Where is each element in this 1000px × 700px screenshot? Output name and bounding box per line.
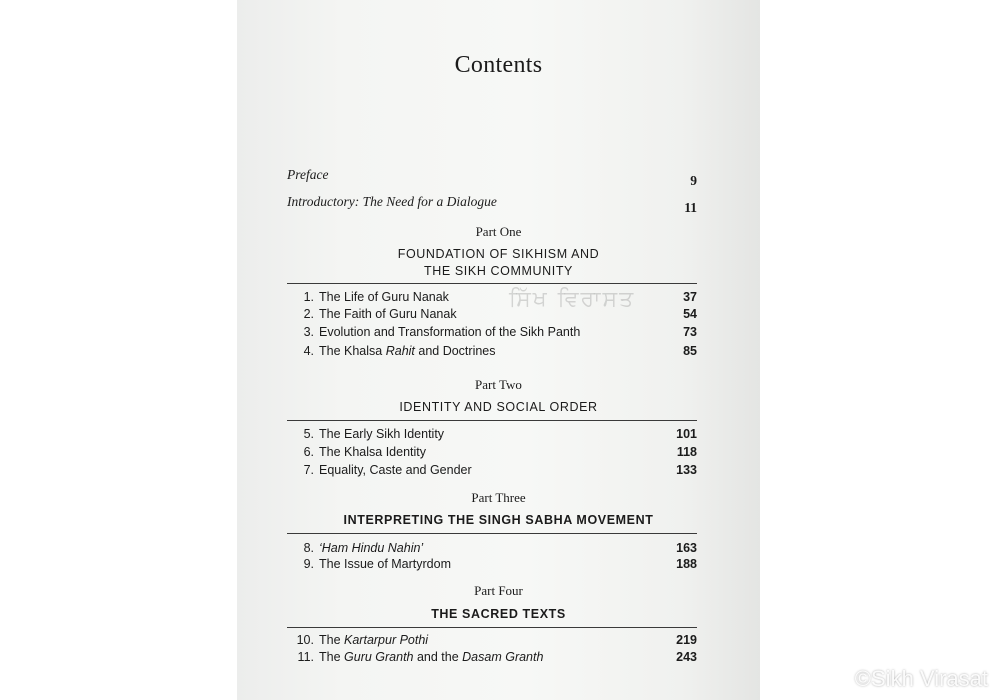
chapter-page: 85 xyxy=(683,344,697,358)
chapter-number: 7. xyxy=(303,463,314,477)
chapter-entry xyxy=(277,325,697,343)
chapter-page: 73 xyxy=(683,325,697,339)
chapter-title: The Life of Guru Nanak xyxy=(319,290,449,304)
preface-entry xyxy=(287,167,697,188)
chapter-number: 6. xyxy=(303,445,314,459)
part-label: Part One xyxy=(475,224,522,239)
divider xyxy=(287,420,697,421)
chapter-entry xyxy=(277,344,697,362)
divider xyxy=(287,283,697,284)
chapter-title: The Faith of Guru Nanak xyxy=(319,307,457,321)
chapter-page: 54 xyxy=(683,307,697,321)
chapter-page: 133 xyxy=(676,463,697,477)
chapter-title: The Khalsa Identity xyxy=(319,445,427,459)
part-heading-line: THE SIKH COMMUNITY xyxy=(424,264,573,278)
page-title: Contents xyxy=(454,52,543,78)
chapter-number: 2. xyxy=(303,307,314,321)
part-label: Part Three xyxy=(471,490,526,505)
book-page xyxy=(237,0,760,700)
chapter-entry xyxy=(277,427,697,445)
chapter-page: 118 xyxy=(676,445,697,459)
chapter-number: 3. xyxy=(303,325,314,339)
chapter-entry xyxy=(277,557,697,575)
chapter-title: ‘Ham Hindu Nahin’ xyxy=(319,541,424,555)
chapter-number: 8. xyxy=(303,541,314,555)
divider xyxy=(287,627,697,628)
chapter-page: 37 xyxy=(683,290,697,304)
entry-title: Introductory: The Need for a Dialogue xyxy=(287,194,497,209)
part-label: Part Two xyxy=(475,377,522,392)
entry-page: 11 xyxy=(684,200,697,215)
entry-page: 9 xyxy=(690,173,697,188)
chapter-number: 10. xyxy=(296,633,314,647)
part-label: Part Four xyxy=(474,583,523,598)
entry-title: Preface xyxy=(287,167,329,182)
part-heading-line: THE SACRED TEXTS xyxy=(431,607,566,621)
part-heading xyxy=(237,606,760,623)
copyright-watermark: ©Sikh Virasat xyxy=(854,666,988,691)
chapter-entry xyxy=(277,445,697,463)
chapter-page: 163 xyxy=(676,541,697,555)
chapter-number: 4. xyxy=(303,344,314,358)
chapter-title: The Issue of Martyrdom xyxy=(319,557,451,571)
chapter-entry xyxy=(277,650,697,668)
chapter-page: 243 xyxy=(676,650,697,664)
introductory-entry xyxy=(287,194,697,215)
chapter-title: The Khalsa Rahit and Doctrines xyxy=(319,344,496,358)
part-heading xyxy=(237,399,760,416)
chapter-title: Evolution and Transformation of the Sikh Panth xyxy=(319,325,581,339)
chapter-number: 9. xyxy=(303,557,314,571)
part-heading xyxy=(237,246,760,280)
watermark-logo: ਸਿੱਖ ਵਿਰਾਸਤ xyxy=(509,287,636,312)
chapter-number: 1. xyxy=(303,290,314,304)
chapter-page: 188 xyxy=(676,557,697,571)
chapter-title: The Guru Granth and the Dasam Granth xyxy=(319,650,544,664)
part-heading xyxy=(237,512,760,529)
chapter-number: 11. xyxy=(297,650,314,664)
chapter-entry xyxy=(277,633,697,651)
chapter-page: 101 xyxy=(676,427,697,441)
chapter-number: 5. xyxy=(303,427,314,441)
chapter-title: The Early Sikh Identity xyxy=(319,427,445,441)
part-heading-line: FOUNDATION OF SIKHISM AND xyxy=(397,247,600,261)
chapter-title: Equality, Caste and Gender xyxy=(319,463,472,477)
part-heading-line: IDENTITY AND SOCIAL ORDER xyxy=(399,400,598,414)
chapter-page: 219 xyxy=(676,633,697,647)
chapter-entry xyxy=(277,463,697,481)
part-heading-line: INTERPRETING THE SINGH SABHA MOVEMENT xyxy=(343,513,654,527)
divider xyxy=(287,533,697,534)
chapter-title: The Kartarpur Pothi xyxy=(319,633,429,647)
